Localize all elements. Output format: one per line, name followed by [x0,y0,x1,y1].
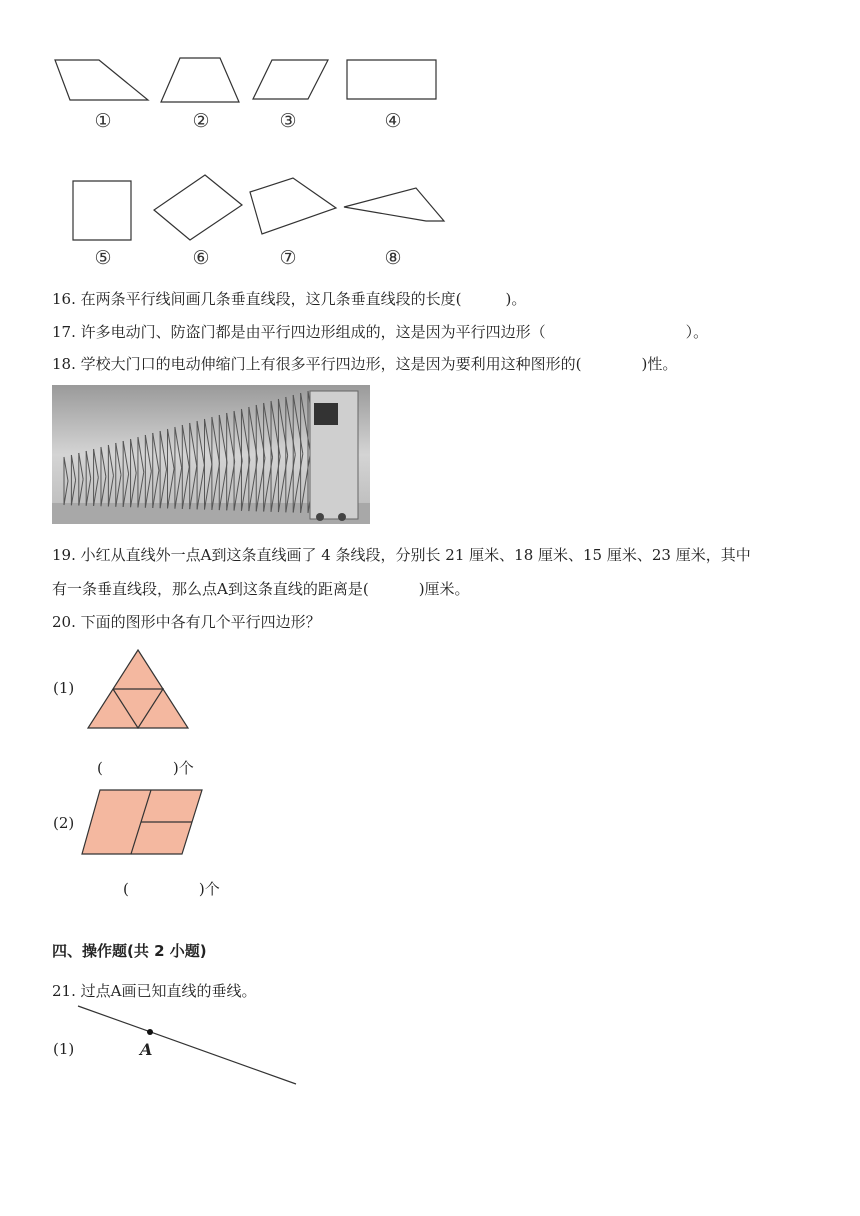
q16-text: 16. 在两条平行线间画几条垂直线段，这几条垂直线段的长度( [52,290,462,308]
q20-part2-open: ( [123,880,129,898]
parallelogram-figure [80,788,204,856]
q20-part1-close: )个 [172,759,194,777]
shape-7-quadrilateral [246,176,340,238]
q20-part2-close: )个 [198,880,220,898]
retractable-gate-photo [52,385,370,524]
shape-5-square [70,178,135,244]
q18-suffix: )性。 [641,355,678,373]
shape-label-5: ⑤ [94,247,112,269]
shape-label-1: ① [94,110,112,132]
question-16 [52,288,526,310]
question-21: 21. 过点A画已知直线的垂线。 [52,982,257,1000]
q20-part2-label: (2) [53,814,75,832]
q20-part1-open: ( [97,759,103,777]
shape-label-3: ③ [279,110,297,132]
q16-suffix: )。 [505,290,527,308]
section-4-heading: 四、操作题(共 2 小题) [52,942,207,960]
question-19-line-2 [52,578,470,600]
q21-part1-label: (1) [53,1040,75,1058]
q19-suffix: )厘米。 [418,580,470,598]
q17-suffix: ）。 [685,323,709,341]
triangle-figure [86,648,190,730]
shape-label-6: ⑥ [192,247,210,269]
q18-text: 18. 学校大门口的电动伸缩门上有很多平行四边形，这是因为要利用这种图形的( [52,355,582,373]
question-20: 20. 下面的图形中各有几个平行四边形？ [52,613,321,631]
q21-point-label: A [140,1040,153,1059]
q20-part1-answer [97,757,194,778]
q20-part1-label: (1) [53,679,75,697]
q17-text: 17. 许多电动门、防盗门都是由平行四边形组成的，这是因为平行四边形（ [52,323,546,341]
shape-label-2: ② [192,110,210,132]
shape-1-trapezoid [50,58,152,103]
shape-6-rhombus [150,172,246,244]
shape-label-4: ④ [384,110,402,132]
q20-part2-answer [123,878,220,899]
shape-2-trapezoid [158,56,244,105]
question-18 [52,353,677,375]
question-19-line-1: 19. 小红从直线外一点A到这条直线画了 4 条线段，分别长 21 厘米、18 厘米、15 厘米、23 厘米，其中 [52,546,751,564]
shape-4-rectangle [344,58,439,103]
shape-label-8: ⑧ [384,247,402,269]
shape-8-quadrilateral [340,184,450,226]
q21-line-figure [74,1002,300,1088]
shape-label-7: ⑦ [279,247,297,269]
question-17 [52,321,708,343]
shape-3-parallelogram [250,58,332,103]
q19-text: 有一条垂直线段，那么点A到这条直线的距离是( [52,580,369,598]
